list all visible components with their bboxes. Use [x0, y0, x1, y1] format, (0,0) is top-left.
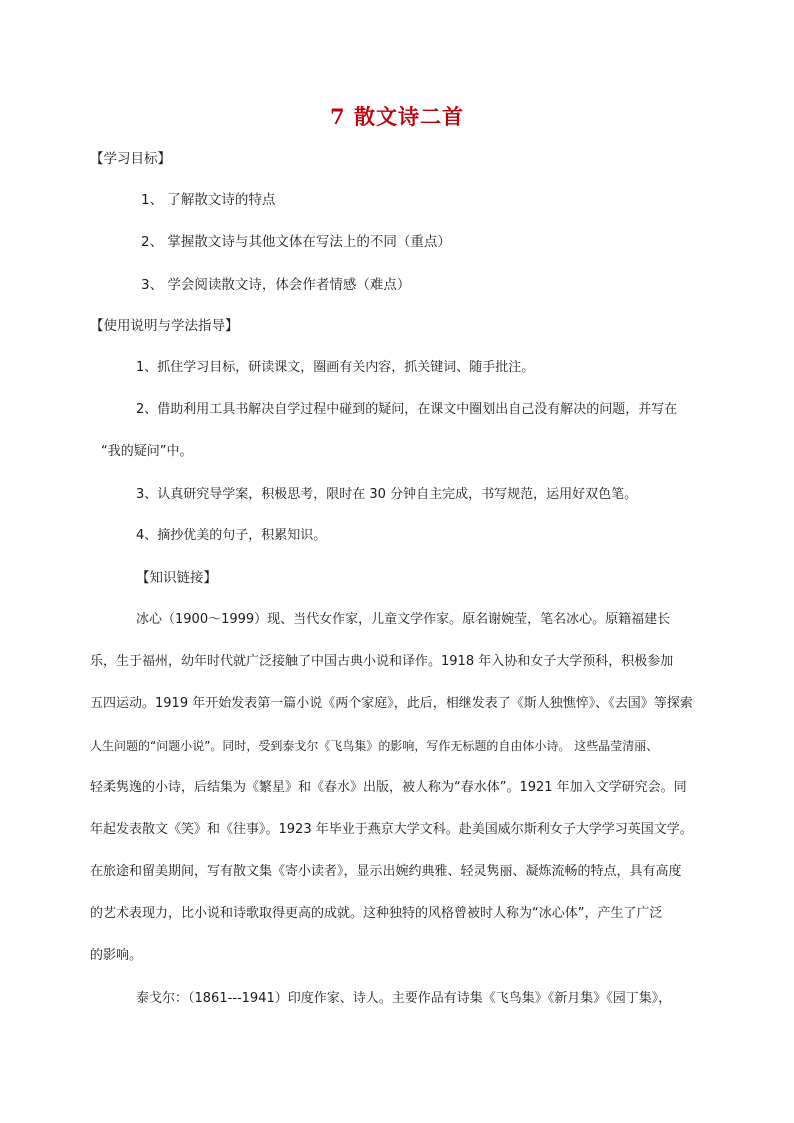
bingxin-line-5: 轻柔隽逸的小诗，后结集为《繁星》和《春水》出版，被人称为“春水体”。1921 年加入文学研究会。同 [90, 780, 687, 795]
goal-item-2: 2、 掌握散文诗与其他文体在写法上的不同（重点） [141, 234, 451, 250]
guide-item-4: 4、摘抄优美的句子，积累知识。 [136, 528, 327, 543]
goal-item-1: 1、 了解散文诗的特点 [141, 192, 276, 208]
bingxin-line-3: 五四运动。1919 年开始发表第一篇小说《两个家庭》，此后，相继发表了《斯人独憔悴》、《去国》等探索 [90, 696, 693, 711]
bingxin-line-1: 冰心（1900～1999）现、当代女作家，儿童文学作家。原名谢婉莹，笔名冰心。原籍福建长 [136, 612, 671, 627]
guide-item-1: 1、抓住学习目标，研读课文，圈画有关内容，抓关键词、随手批注。 [136, 360, 535, 375]
page-title: 7 散文诗二首 [330, 104, 464, 129]
goal-item-3: 3、 学会阅读散文诗，体会作者情感（难点） [141, 277, 411, 293]
guide-item-3: 3、认真研究导学案，积极思考，限时在 30 分钟自主完成，书写规范，运用好双色笔。 [136, 487, 638, 502]
bingxin-line-9: 的影响。 [90, 948, 143, 963]
guide-item-2-cont: “我的疑问”中。 [101, 444, 193, 459]
bingxin-line-6: 年起发表散文《笑》和《往事》。1923 年毕业于燕京大学文科。赴美国威尔斯利女子大学学习英国文学。 [90, 822, 693, 837]
knowledge-heading: 【知识链接】 [136, 570, 217, 586]
bingxin-line-7: 在旅途和留美期间，写有散文集《寄小读者》，显示出婉约典雅、轻灵隽丽、凝炼流畅的特点，具有高度 [90, 864, 682, 879]
bingxin-line-4: 人生问题的“问题小说”。同时，受到泰戈尔《飞鸟集》的影响，写作无标题的自由体小诗。 这些晶莹清丽、 [90, 739, 659, 753]
goals-heading: 【学习目标】 [90, 151, 171, 167]
tagore-line-1: 泰戈尔：（1861---1941）印度作家、诗人。主要作品有诗集《飞鸟集》《新月集》《园丁集》， [136, 991, 672, 1006]
bingxin-line-8: 的艺术表现力，比小说和诗歌取得更高的成就。这种独特的风格曾被时人称为“冰心体”，产生了广泛 [90, 906, 663, 921]
bingxin-line-2: 乐，生于福州，幼年时代就广泛接触了中国古典小说和译作。1918 年入协和女子大学预科，积极参加 [90, 654, 674, 669]
guide-heading: 【使用说明与学法指导】 [90, 318, 239, 334]
guide-item-2: 2、借助利用工具书解决自学过程中碰到的疑问，在课文中圈划出自己没有解决的问题，并写在 [136, 402, 678, 417]
